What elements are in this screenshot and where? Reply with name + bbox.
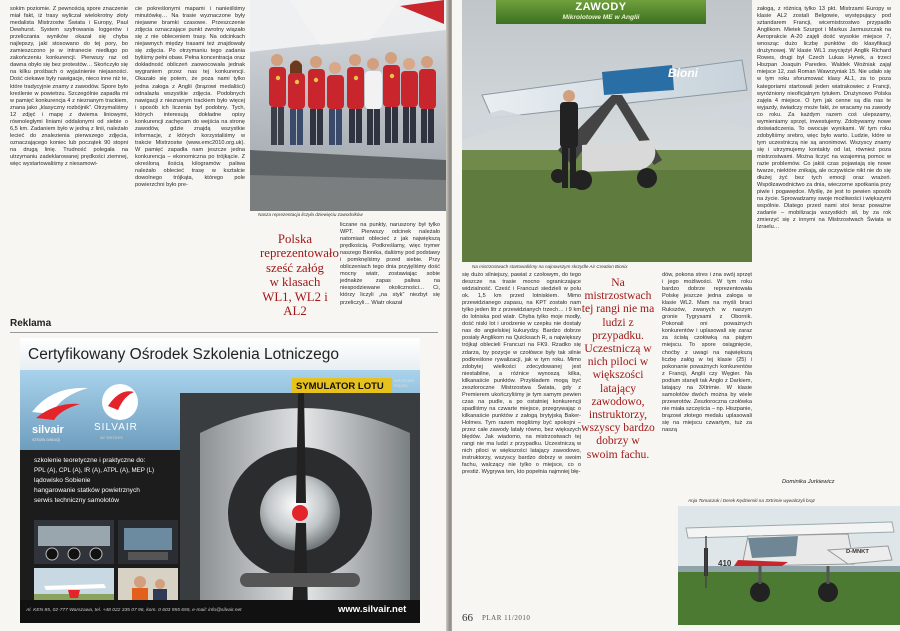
plane-number: 410 bbox=[718, 559, 732, 568]
article-text: sokim poziomie. Z pewnością spore znaczenie miał fakt, iż trasy wyliczał wielokrotny złoty medalista Mistrzostw Świata i Europy, Paul Dewhurst. System szyfrowania loggerów i przeliczania wyników okazał się chyba najlepszy, jaki stosowano do tej pory, bo zamieszczono je w intranecie niedługo po zakończeniu konkurencji. Pierwszy raz od dawna obyło się bez protestów… Skończyło się na kilku prośbach o wyjaśnienie niejasności. Dość ciekawe były nawigacje, nieco inne niż te, które tradycyjnie znamy z zawodów. Spore było kreślenie w powietrzu. Szczególnie zapadła mi w pamięć konkurencja 4 z nieznanym trackiem, znana jako „klasyczny rozbójnik”. Otrzymaliśmy 12 zdjęć i mapę z dwiema liniowymi, równoległymi liniami oddalonymi od siebie o 6,5 km. Zadaniem było w jedną z linii, należało lecieć do znalezienia pierwszego zdjęcia, oznaczającego koniec lub początek 90 stopni na drugą linię. Trudność polegała na utrzymaniu zadeklarowanej prędkości ziemnej, więc wystartowaliśmy z niesamowi- bbox=[10, 6, 128, 168]
author-signature: Dominika Jurkiewicz bbox=[782, 479, 835, 485]
article-column-3 bbox=[757, 6, 891, 232]
plane-photo bbox=[678, 506, 900, 625]
right-page bbox=[452, 0, 900, 631]
plane-photo-caption: Anja Tomaczuk i Derek Kędzierski na 3Xtrimie wywalczyli brąz bbox=[688, 498, 815, 503]
simulator-label: SYMULATOR LOTU bbox=[296, 381, 384, 392]
pull-quote: Na mistrzostwach tej rangi nie ma ludzi z przypadku. Uczestniczą w nich piloci w większości latający zawodowo, instruktorzy, wszyscy bardzo dobrzy w swoim fachu. bbox=[581, 276, 655, 461]
ad-logo-subtitle: air services bbox=[100, 435, 123, 440]
plane-registration: D-MNKT bbox=[846, 549, 869, 555]
ad-feature-item: PPL (A), CPL (A), IR (A), ATPL (A), MEP (L) bbox=[34, 467, 155, 474]
section-subtitle: Mikrolotowe ME w Anglii bbox=[562, 14, 640, 21]
article-column-3 bbox=[340, 222, 440, 307]
ad-logo-text: SILVAIR bbox=[94, 422, 138, 433]
article-text: dów, pokona stres i zna swój sprzęt i jego możliwości. W tym roku bardzo dobrze reprezentowała Polskę jeszcze jedna załoga w klasie WL2. Mam na myśli braci Rukszów, zwanych w naszym gronie Tygrysami z Obornik. Pokonali oni poważnych konkurentów i uplasowali się zaraz za ścisłą czołówką na piątym miejscu. To spore osiągnięcie, choćby z uwagi na największą liczbę załóg w tej klasie (25) i pokonanie poważnych konkurentów z Francji, Anglii czy Węgier. Na podium stanęli tak Anglo z Darkiem, latający na 3Xtrimie. W klasie samolotów dwóch można by wiele przewrotów. Zeszłoroczna czołówka nie miała szczęścia – np. Hiszpanie, brązowi złotego medalu uplasowali się na miejscu czwartym, tuż za naszą bbox=[662, 272, 752, 434]
issue-label: PLAR 11/2010 bbox=[482, 614, 531, 622]
left-page bbox=[0, 0, 448, 631]
article-column-1 bbox=[462, 272, 581, 476]
airplane-nose-photo bbox=[180, 393, 420, 613]
team-photo bbox=[250, 0, 446, 211]
article-column-1 bbox=[10, 6, 128, 168]
section-title: ZAWODY bbox=[575, 1, 627, 13]
trike-photo-caption: Na mistrzostwach startowaliśmy na najnowszym skrzydle Air Creation Bionix bbox=[472, 264, 628, 269]
silvair-advertisement bbox=[20, 338, 420, 623]
section-label-advertisement: Reklama bbox=[10, 318, 52, 329]
silvair-badge-icon bbox=[100, 382, 140, 422]
ad-feature-item: lądowisko Sobienie bbox=[34, 477, 91, 484]
page-number: 66 bbox=[462, 612, 473, 624]
ad-feature-item: szkolenie teoretyczne i praktyczne do: bbox=[34, 457, 146, 464]
article-column-2 bbox=[662, 272, 752, 434]
ad-brand-name: silvair bbox=[32, 424, 64, 436]
article-text: liczane na punkty, naruszony był tylko WPT. Pierwszy odcinek należało natomiast oblecieć z jak największą prędkością. Podkreślamy, więc trymer naszego Bionika, daliśmy pod podstawy i pomknęliśmy przed siebie. Przy obliczeniach tego dnia przyjęliśmy dość mocny wiatr, zostawiając sobie jednakże zapas paliwa na niespodziewane okoliczności… Ci, którzy liczyli „na styk” niezbyt się przeliczyli… Wiatr okazał bbox=[340, 222, 440, 306]
team-photo-caption: Nasza reprezentacja liczyła dziewięciu zawodników bbox=[258, 212, 363, 217]
wing-brand-text: Bioni bbox=[668, 66, 698, 80]
article-text: się dużo silniejszy, pawiat z czołowym, do tego deszcze na trasie mocno ograniczające widzialność. Cześć i Francuzi siedzieli w polu ok. 1,5 km przed lotniskiem. Mimo przewidzianego zapasu, na KPT zostało nam tylko jeden litr z przewidzianych trzech… i 9 km do lotniska pod wiatr. Chyba tylko moje modły, dość niski lot i urodzenie w czepku nie dostały nas do angielskiej kukurydzy. Bardzo dobrze posiały Anglikom na Quicksach R, a największy trójkąt oblecieli Francuzi na FK9. Rzadko się zdarza, by pozycje w czołówce były tak silnie podkreślone rywalizacji, jak w tym roku. Mimo zdobytej wielkości zdecydowanej jest niestabilne, a różnice wynoszą kilka, kilkanaście punktów. Przykładem mogą być zeszłoroczne Mistrzostwa Świata, gdy z Premierem ukończyliśmy je tym samym pewien czas na pudle, a po ostatniej konkurencji spadliśmy na czwarte miejsce, przegrywając o kilkanaście punktów z załogą brytyjską Baker-Holmes. Tym razem mogliśmy być spokojni – przez całe zawody latały równo, bez większych błędów. Jak wiadomo, na mistrzostwach tej rangi nie ma ludzi z przypadku. Uczestniczą w nich piloci w większości latający zawodowo, instruktorzy, wszyscy bardzo dobrzy w swoim fachu, walczący nie tylko o miejsce, co o prestiż. Wygrywa ten, kto popełnia najmniej błę- bbox=[462, 272, 581, 476]
ad-website-link[interactable]: www.silvair.net bbox=[338, 604, 407, 615]
divider bbox=[10, 332, 438, 333]
ad-brand-subtitle: szkoła awiacji bbox=[32, 437, 61, 442]
article-text: załogą, z różnicą tylko 13 pkt. Mistrzami Europy w klasie AL2 zostali Belgowie, występujący pod sztandarem Francji, wicemistrzostwo przypadło Anglikom. Mietek Szurgot i Markus Jarmuszczak na Aeroprakcie A-20 zajęli dość wysokie miejsce 7, wnosząc dużo liczbę punktów do klasyfikacji drużynowej. W klasie WL1 zwyciężył Anglik Richard Rowes, drugi był Czech Lukas Hynek, a trzeci Hiszpan Joaquin Paredes. Waldek Woźniak zajął miejsce 12, zaś Roman Wawrzyniak 15. Nie udało się w tym roku sforumować klasy AL1, za to poza kategoriami startowali jeden wiatrakowiec z Francji, wyróżniony nieoficjalnym tytułem. Drużynowo Polska zajęła 4 miejsce. O tym jak cenne są dla nas te wyjazdy, świadczy może fakt, że wracamy na zawody co roku. Za każdym razem coś ulepszamy, wymieniamy sprzęt, inwestujemy. Zdobywamy nowe doświadczenia. To owocuje wynikami. W tym roku zdobyliśmy srebro, więc było warto. Ludzie, które w tym uczestniczą nie są anonimowi. Wszyscy znamy się i utrzymujemy kontakty od lat, również poza mistrzostwami. Można liczyć na wzajemną pomoc w razie problemów. Co jakiś czas pojawiają się nowe twarze, niektóre znikają, ale oczywiście nikt nie do się dłużej żyć bez tych emocji oraz wrażeń. Współzawodnictwo za dnia, wieczorne spotkania przy piwie i pogawędce. Myślę, że jest to pewien sposób na życie. Sprowadzamy swoje możliwości i większymi wspólnie. Dlatego przed nami stoi teraz poważne zadanie – mobilizacja wszystkich sił, by za rok zmierzyć się z innymi na Mistrzostwach Świata w Izraelu… bbox=[757, 6, 891, 231]
trike-photo bbox=[462, 0, 752, 262]
ad-features-list bbox=[34, 456, 194, 506]
ad-feature-item: hangarowanie statków powietrznych bbox=[34, 487, 140, 494]
ad-contact-info: Al. KEN 85, 02-777 Warszawa, tel. +48 022 335 07 96, kom. 0 603 955 655, e-mail: info@silvair.net bbox=[26, 608, 242, 613]
simulator-sublabel: WRZESIEŃ POLSKI bbox=[394, 379, 415, 388]
ad-feature-item: serwis techniczny samolotów bbox=[34, 497, 120, 504]
cockpit-photo bbox=[34, 520, 114, 564]
pull-quote: Polska reprezentowało sześć załóg w klasach WL1, WL2 i AL2 bbox=[260, 232, 339, 319]
ad-title: Certyfikowany Ośrodek Szkolenia Lotniczego bbox=[28, 346, 340, 363]
silvair-wing-logo-icon bbox=[30, 382, 90, 426]
simulator-photo bbox=[118, 520, 178, 564]
article-column-2 bbox=[135, 6, 245, 189]
article-text: cie pokreślonymi mapami i nanieśliśmy minutówkę… Na trasie wyznaczone były niejawne bramki czasowe. Przeszczenie zdjęcia oznaczające punkt zwrotny wiązało się z nie obleceniem trasy. Na odcinkach niejawnych między trasami też znajdowały się zdjęcia. Po otrzymaniu tego zadania byliśmy pełni obaw. Pełna koncentracja oraz dokładność obliczeń zaowocowała jednak wygraniem przez nas tej konkurencji. Okazało się potem, że poza nami tylko jedna załoga z Anglii (brązowi medaliści) odnalazła wszystkie zdjęcia. Podobnych nawigacji z nieznanym trackiem było więcej i sposób ich liczenia był podobny. Tych, których interesują dokładne opisy konkurencji zachęcam do wejścia na stronę zawodów, gdzie znajdą wszystkie informacje, z których korzystaliśmy w trakcie Mistrzostw (www.emc2010.org.uk). W pamięć zapadła nam jeszcze jedna konkurencja – ekonomiczna po trójkącie. Z określoną ilością kilogramów paliwa należało oblecieć trasę w kształcie dowolnego trójkąta, którego pole powierzchni było pre- bbox=[135, 6, 245, 189]
